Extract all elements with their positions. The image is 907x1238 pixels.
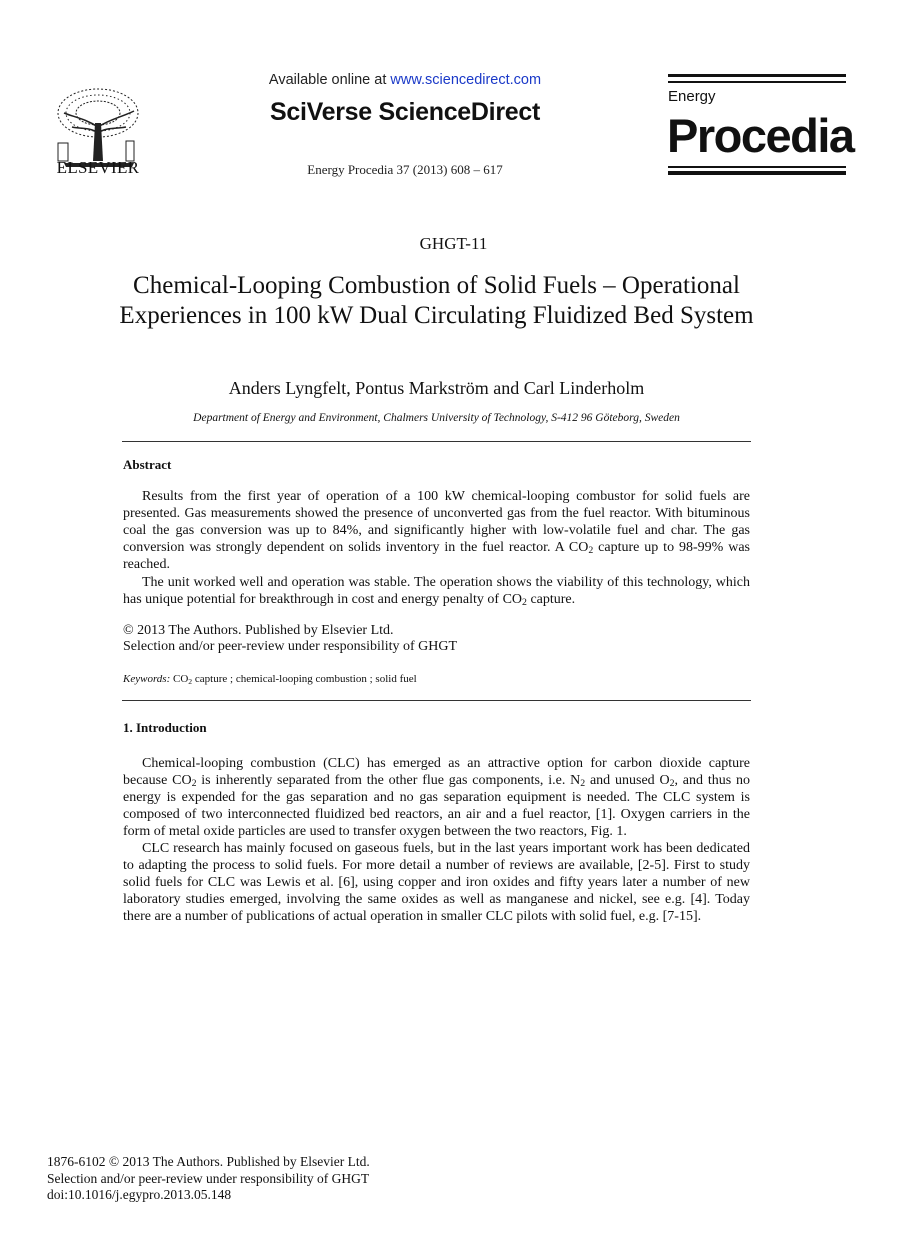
abstract-heading: Abstract [123,457,172,472]
availability-notice [240,72,570,88]
intro-paragraph-2: CLC research has mainly focused on gaseous fuels, but in the last years important work has been dedicated to adapting the process to solid fuels. For more detail a number of reviews are available, [2-5]. First to study solid fuels for CLC was Lewis et al. [6], using copper and iron oxides and fifty years later a number of new laboratory studies emerged, involving the same oxides as well as manganese and nickel, see e.g. [4]. Today there are a number of publications of actual operation in smaller CLC pilots with solid fuel, e.g. [7-15]. [123,841,750,924]
page-footer [47,1154,370,1204]
author-affiliation: Department of Energy and Environment, Chalmers University of Technology, S-412 96 Göteborg, Sweden [193,412,680,424]
sciencedirect-link[interactable]: www.sciencedirect.com [390,72,542,88]
availability-prefix: Available online at [268,72,391,88]
peer-review-notice: Selection and/or peer-review under responsibility of GHGT [123,639,458,654]
divider-top [122,441,751,442]
article-title: Chemical-Looping Combustion of Solid Fuels – Operational Experiences in 100 kW Dual Circulating Fluidized Bed System [119,272,754,329]
journal-logo [667,74,854,178]
intro-paragraph-1: Chemical-looping combustion (CLC) has emerged as an attractive option for carbon dioxide capture because $CO_2$ is inherently separated from the other flue gas components, i.e. $N_2$ and unused $O_2$, and thus no energy is expended for the gas separation and no gas separation equipment is needed. The CLC system is composed of two interconnected fluidized bed reactors, an air and a fuel reactor, [1]. Oxygen carriers in the form of metal oxide particles are used to transfer oxygen between the two reactors, Fig. 1. [123,756,750,839]
footer-copyright: 1876-6102 © 2013 The Authors. Published by Elsevier Ltd. [47,1154,370,1169]
journal-logo-top: Energy [668,88,716,105]
abstract-paragraph-2: The unit worked well and operation was stable. The operation shows the viability of this technology, which has unique potential for breakthrough in cost and energy penalty of $CO_2$ capture. [123,575,750,608]
author-list: Anders Lyngfelt, Pontus Markström and Carl Linderholm [228,378,645,398]
copyright-notice: © 2013 The Authors. Published by Elsevier Ltd. [123,623,394,638]
keywords: Keywords: $CO_2$ capture ; chemical-looping combustion ; solid fuel [123,673,417,686]
footer-review: Selection and/or peer-review under responsibility of GHGT [47,1170,370,1186]
journal-citation: Energy Procedia 37 (2013) 608 – 617 [307,162,503,177]
journal-logo-main: Procedia [667,109,854,162]
platform-brand: SciVerse ScienceDirect [270,98,540,126]
publisher-name: ELSEVIER [56,158,140,177]
logo-rule-bottom [668,171,846,175]
section-heading-introduction: 1. Introduction [123,720,207,735]
conference-name: GHGT-11 [419,234,488,253]
divider-bottom [122,700,751,701]
logo-rule-top-thin [668,81,846,83]
keywords-label: Keywords: [123,673,171,685]
logo-rule-bottom-thin [668,166,846,168]
logo-rule-top [668,74,846,77]
abstract-paragraph-1: Results from the first year of operation of a 100 kW chemical-looping combustor for solid fuels are presented. Gas measurements showed the presence of unconverted gas from the fuel reactor. With bituminous coal the gas conversion was up to 84%, and significantly higher with low-volatile fuel and char. The gas conversion was strongly dependent on solids inventory in the fuel reactor. A $CO_2$ capture up to 98-99% was reached. [123,489,751,572]
footer-doi: doi:10.1016/j.egypro.2013.05.148 [47,1187,232,1202]
